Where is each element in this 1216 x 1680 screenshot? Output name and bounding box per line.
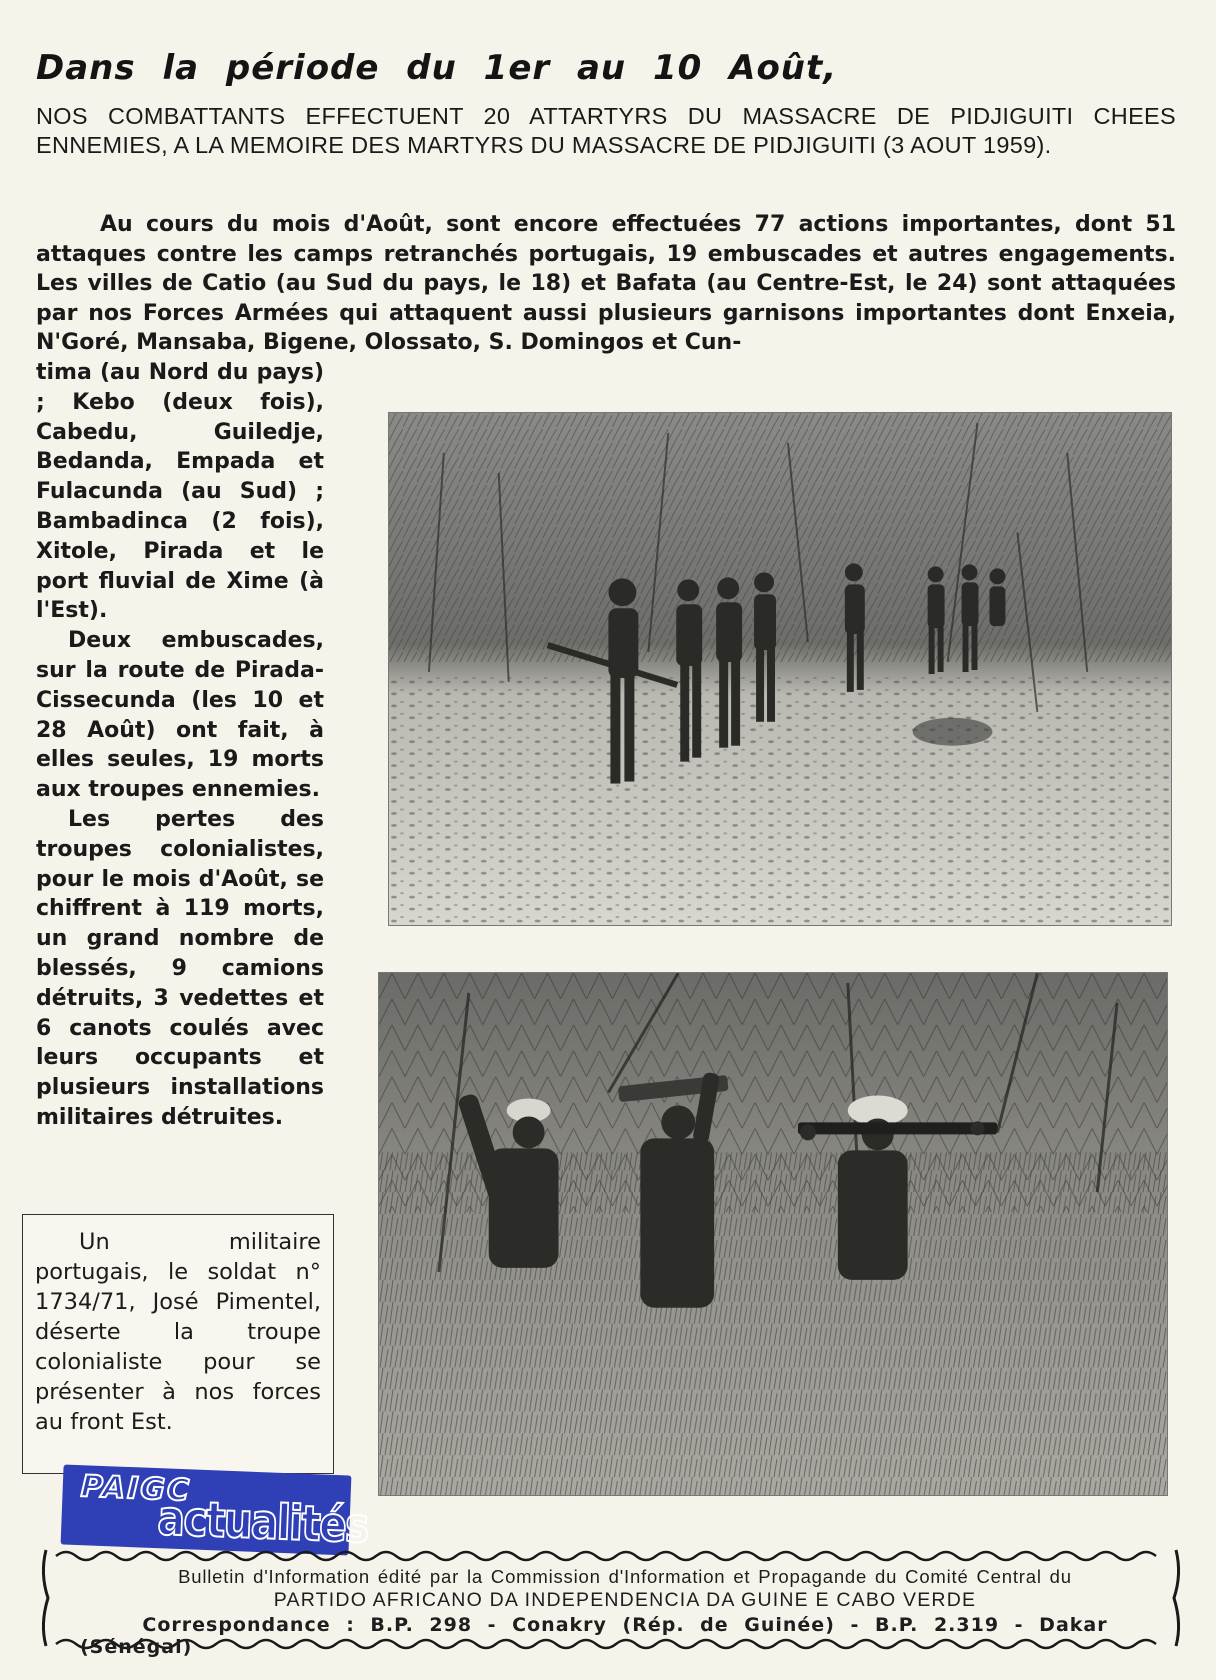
column-paragraph-3: Les pertes des troupes colonialistes, pour le mois d'Août, se chiffrent à 119 morts, un grand nombre de blessés, 9 camions détruits, 3 vedettes et 6 canots coulés avec leurs occupants et plusieurs installations militaires détruites.	[36, 806, 324, 1130]
headline: Dans la période du 1er au 10 Août,	[36, 48, 838, 88]
footer-line-3: Correspondance : B.P. 298 - Conakry (Rép. de Guinée) - B.P. 2.319 - Dakar (Sénégal)	[80, 1614, 1108, 1658]
photo-fighters-carrying-weapons	[378, 972, 1168, 1496]
lead-paragraph: Au cours du mois d'Août, sont encore effectuées 77 actions importantes, dont 51 attaques contre les camps retranchés portugais, 19 embuscades et autres engagements. Les villes de Catio (au Sud du pays, le 18) et Bafata (au Centre-Est, le 24) sont attaquées par nos Forces Armées qui attaquent aussi plusieurs garnisons importantes dont Enxeia, N'Goré, Mansaba, Bigene, Olossato, S. Domingos et Cun-	[36, 212, 1176, 355]
logo-actualites-text: actualités	[156, 1490, 369, 1555]
subheadline: NOS COMBATTANTS EFFECTUENT 20 ATTARTYRS DU MASSACRE DE PIDJIGUITI CHEES ENNEMIES, A LA MEMOIRE DES MARTYRS DU MASSACRE DE PIDJIGUITI (3 AOUT 1959).	[36, 103, 1176, 158]
column-paragraph-1: tima (au Nord du pays) ; Kebo (deux fois), Cabedu, Guiledje, Bedanda, Empada et Fulacunda (au Sud) ; Bambadinca (2 fois), Xitole, Pirada et le port fluvial de Xime (à l'Est).	[36, 360, 324, 624]
left-text-column	[36, 358, 324, 1133]
photo-fighters-walking	[388, 412, 1172, 926]
paigc-actualites-logo	[61, 1465, 369, 1556]
footer-line-1: Bulletin d'Information édité par la Commission d'Information et Propagande du Comité Central du	[178, 1566, 1072, 1587]
deserter-note-box: Un militaire portugais, le soldat n° 1734/71, José Pimentel, déserte la troupe colonialiste pour se présenter à nos forces au front Est.	[22, 1214, 334, 1474]
column-paragraph-2: Deux embuscades, sur la route de Pirada-Cissecunda (les 10 et 28 Août) ont fait, à elles seules, 19 morts aux troupes ennemies.	[36, 628, 324, 803]
logo-paigc-text: PAIGC	[80, 1469, 192, 1509]
footer-line-2: PARTIDO AFRICANO DA INDEPENDENCIA DA GUINE E CABO VERDE	[273, 1589, 977, 1611]
footer-colophon	[36, 1544, 1186, 1658]
